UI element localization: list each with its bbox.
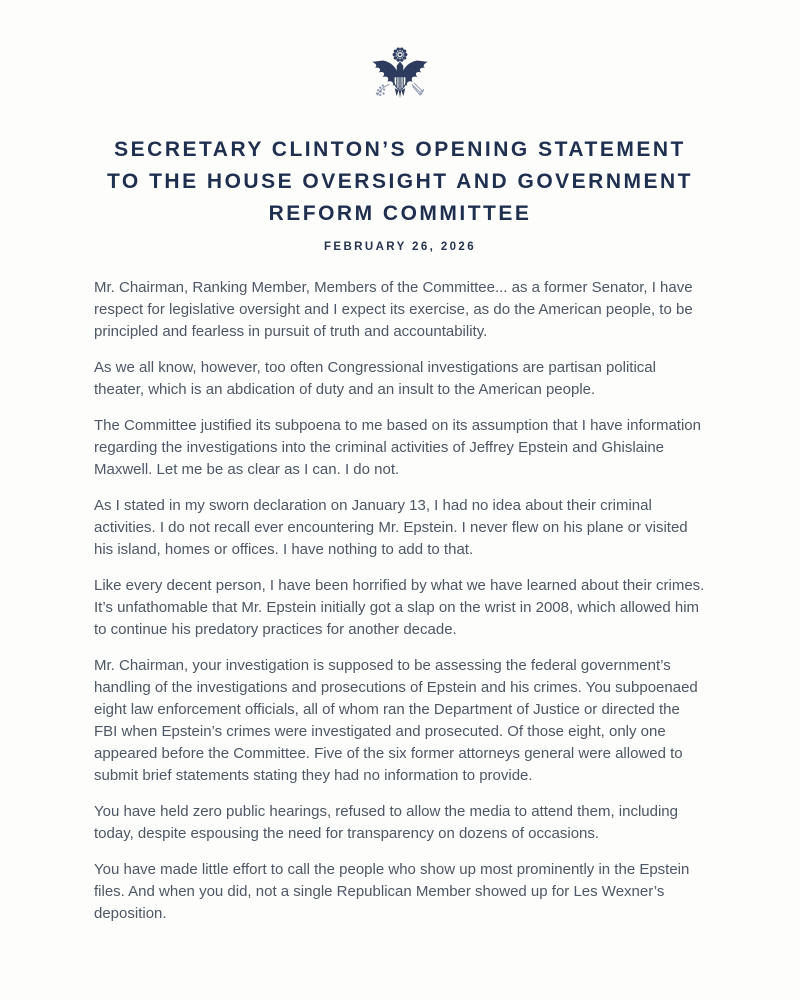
statement-paragraph-5: Like every decent person, I have been horrified by what we have learned about their crimes. It’s unfathomable that Mr. Epstein initially got a slap on the wrist in 2008, which allowed him to continue his predatory practices for another decade. — [94, 577, 705, 638]
statement-paragraph-2: As we all know, however, too often Congressional investigations are partisan political theater, which is an abdication of duty and an insult to the American people. — [94, 359, 656, 398]
statement-date: FEBRUARY 26, 2026 — [323, 241, 476, 253]
statement-paragraph-1: Mr. Chairman, Ranking Member, Members of the Committee... as a former Senator, I have respect for legislative oversight and I expect its exercise, as do the American people, to be principled and fearless in pursuit of truth and accountability. — [94, 279, 693, 340]
page-title — [0, 134, 800, 230]
us-great-seal-eagle-icon — [359, 46, 441, 112]
statement-paragraph-4: As I stated in my sworn declaration on January 13, I had no idea about their criminal activities. I do not recall ever encountering Mr. Epstein. I never flew on his plane or visited his island, homes or offices. I have nothing to add to that. — [94, 497, 688, 558]
statement-paragraph-6: Mr. Chairman, your investigation is supposed to be assessing the federal government’s handling of the investigations and prosecutions of Epstein and his crimes. You subpoenaed eight law enforcement officials, all of whom ran the Department of Justice or directed the FBI when Epstein’s crimes were investigated and prosecuted. Of those eight, only one appeared before the Committee. Five of the six former attorneys general were allowed to submit brief statements stating they had no information to provide. — [94, 657, 698, 784]
statement-body — [94, 277, 706, 925]
title-line-3: REFORM COMMITTEE — [268, 202, 532, 225]
statement-paragraph-3: The Committee justified its subpoena to me based on its assumption that I have information regarding the investigations into the criminal activities of Jeffrey Epstein and Ghislaine Maxwell. Let me be as clear as I can. I do not. — [94, 417, 701, 478]
statement-paragraph-8: You have made little effort to call the people who show up most prominently in the Epstein files. And when you did, not a single Republican Member showed up for Les Wexner’s deposition. — [94, 861, 690, 922]
statement-paragraph-7: You have held zero public hearings, refused to allow the media to attend them, including today, despite espousing the need for transparency on dozens of occasions. — [94, 803, 678, 842]
title-line-2: TO THE HOUSE OVERSIGHT AND GOVERNMENT — [106, 170, 694, 193]
title-line-1: SECRETARY CLINTON’S OPENING STATEMENT — [114, 138, 686, 161]
